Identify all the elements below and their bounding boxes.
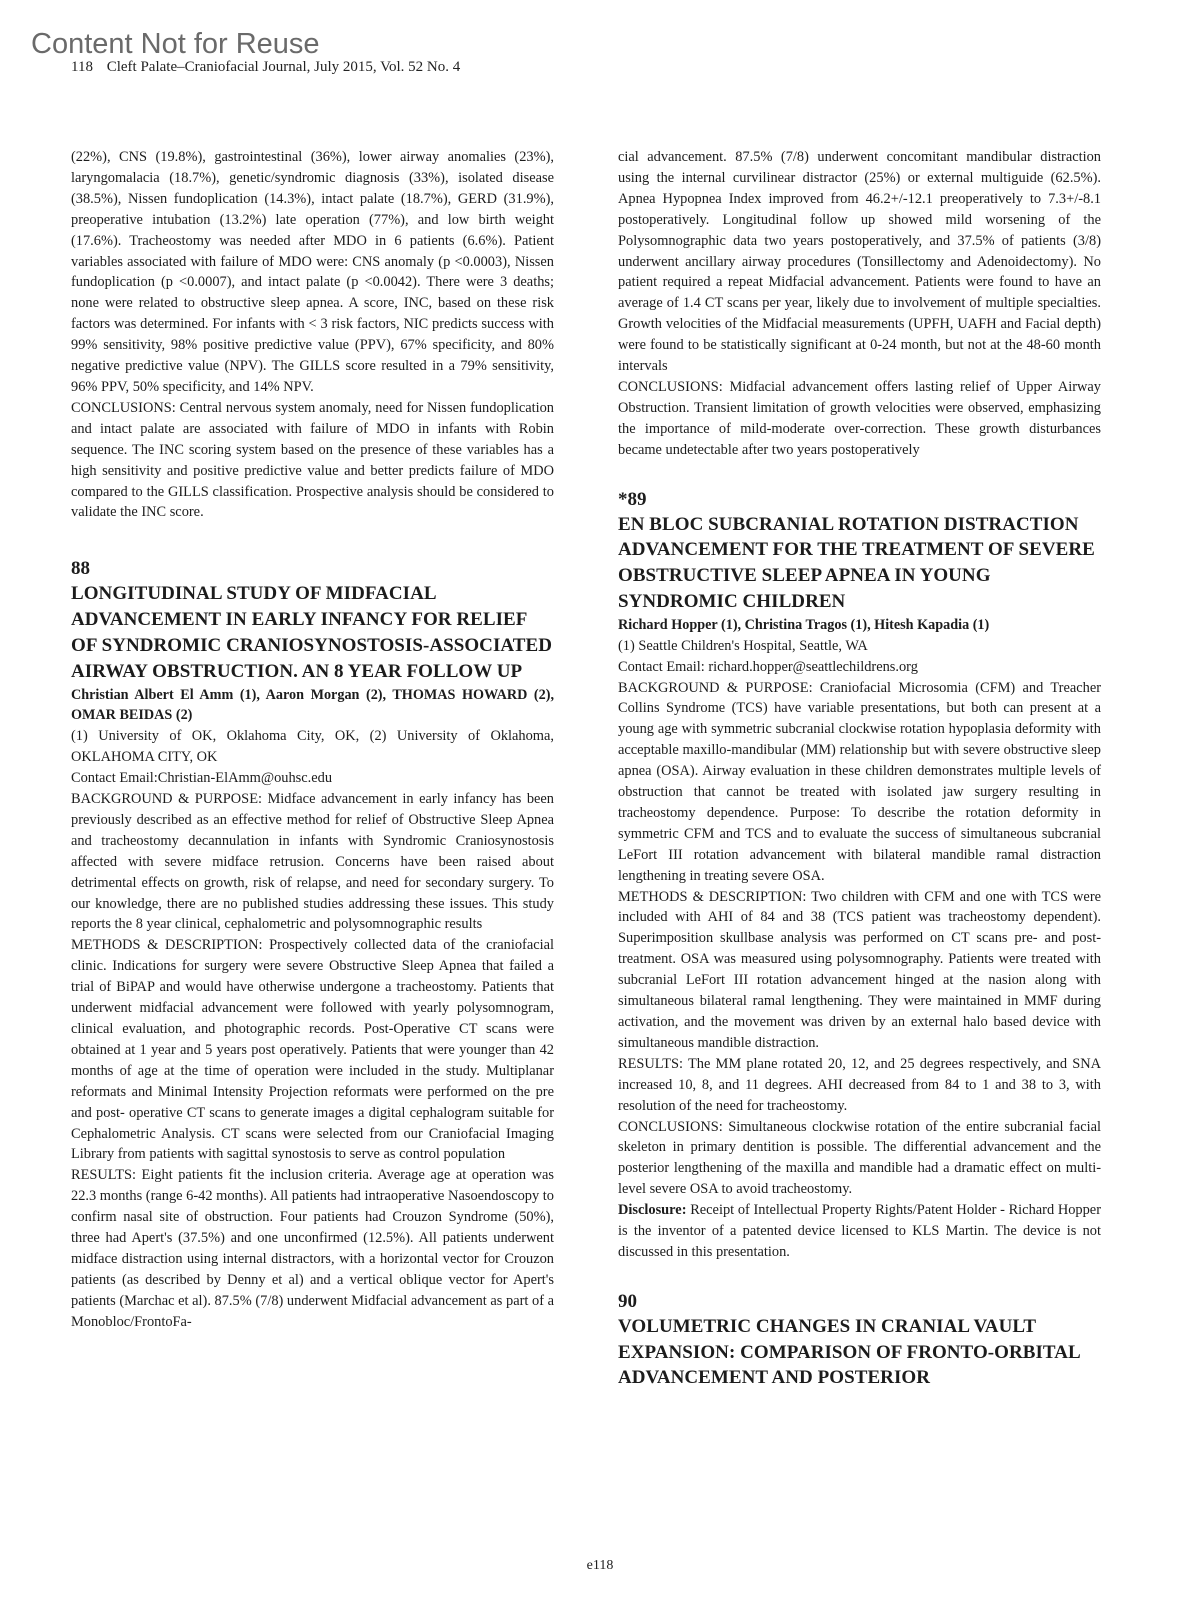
- abstract-authors: Christian Albert El Amm (1), Aaron Morgan (2), THOMAS HOWARD (2), OMAR BEIDAS (2): [71, 686, 554, 724]
- abstract-title: EN BLOC SUBCRANIAL ROTATION DISTRACTION ADVANCEMENT FOR THE TREATMENT OF SEVERE OBSTRUCTIVE SLEEP APNEA IN YOUNG SYNDROMIC CHILDREN: [618, 513, 1095, 612]
- abstract-authors: Richard Hopper (1), Christina Tragos (1), Hitesh Kapadia (1): [618, 616, 990, 633]
- abstract-methods: METHODS & DESCRIPTION: Prospectively collected data of the craniofacial clinic. Indications for surgery were severe Obstructive Sleep Apnea that failed a trial of BiPAP and would have otherwise undergone a tracheostomy. Patients that underwent midfacial advancement were followed with yearly polysomnogram, clinical evaluation, and photographic records. Post-Operative CT scans were obtained at 1 year and 5 years post operatively. Patients that were younger than 42 months of age at the time of operation were included in the study. Multiplanar reformats and Minimal Intensity Projection reformats were performed on the pre and post- operative CT scans to generate images a digital cephalogram suitable for Cephalometric Analysis. CT scans were selected from our Craniofacial Imaging Library from patients with sagittal synostosis to serve as control population: [71, 937, 554, 1163]
- watermark: Content Not for Reuse: [31, 28, 320, 60]
- abstract-contact: Contact Email:Christian-ElAmm@ouhsc.edu: [71, 770, 333, 787]
- page-folio: e118: [586, 1558, 614, 1573]
- abstract-background: BACKGROUND & PURPOSE: Craniofacial Microsomia (CFM) and Treacher Collins Syndrome (TCS) have variable presentations, but both can present at a young age with symmetric subcranial clockwise rotation hypoplasia deformity with acceptable maxillo-mandibular (MM) relationship but with severe obstructive sleep apnea (OSA). Airway evaluation in these children demonstrates multiple levels of obstruction that cannot be treated with isolated jaw surgery resulting in tracheostomy dependence. Purpose: To describe the rotation deformity in symmetric CFM and TCS and to evaluate the success of simultaneous subcranial LeFort III rotation advancement with bilateral mandible ramal distraction lengthening in treating severe OSA.: [618, 679, 1101, 884]
- abstract-results: RESULTS: Eight patients fit the inclusion criteria. Average age at operation was 22.3 months (range 6-42 months). All patients had intraoperative Nasoendoscopy to confirm nasal site of obstruction. Four patients had Crouzon Syndrome (50%), three had Apert's (37.5%) and one unconfirmed (12.5%). All patients underwent midface distraction using internal distractors, with a horizontal vector for Crouzon patients (as described by Denny et al) and a vertical oblique vector for Apert's patients (Marchac et al). 87.5% (7/8) underwent Midfacial advancement as part of a Monobloc/FrontoFa-: [71, 1167, 554, 1330]
- running-head-journal: Cleft Palate–Craniofacial Journal, July 2015, Vol. 52 No. 4: [106, 59, 461, 75]
- abstract-title: LONGITUDINAL STUDY OF MIDFACIAL ADVANCEMENT IN EARLY INFANCY FOR RELIEF OF SYNDROMIC CRANIOSYNOSTOSIS-ASSOCIATED AIRWAY OBSTRUCTION. AN 8 YEAR FOLLOW UP: [71, 583, 552, 682]
- right-column: [618, 147, 1101, 1391]
- abstract-affiliations: (1) Seattle Children's Hospital, Seattle, WA: [618, 637, 868, 654]
- abstract-contact: Contact Email: richard.hopper@seattlechildrens.org: [618, 658, 918, 675]
- continued-abstract-88-conclusions: CONCLUSIONS: Midfacial advancement offers lasting relief of Upper Airway Obstruction. Transient limitation of growth velocities were observed, emphasizing the importance of mild-moderate over-correction. These growth disturbances became undetectable after two years postoperatively: [618, 378, 1101, 458]
- abstract-conclusions: CONCLUSIONS: Simultaneous clockwise rotation of the entire subcranial facial skeleton in primary dentition is possible. The differential advancement and the posterior lengthening of the maxilla and mandible had a dramatic effect on multi-level severe OSA to avoid tracheostomy.: [618, 1118, 1101, 1198]
- abstract-89: [618, 488, 1101, 1263]
- disclosure-label: Disclosure:: [618, 1202, 687, 1219]
- continued-abstract-conclusions: CONCLUSIONS: Central nervous system anomaly, need for Nissen fundoplication and intact palate are associated with failure of MDO in infants with Robin sequence. The INC scoring system based on the presence of these variables has a high sensitivity and positive predictive value and better predicts failure of MDO compared to the GILLS classification. Prospective analysis should be considered to validate the INC score.: [71, 399, 554, 521]
- continued-abstract-88-text: cial advancement. 87.5% (7/8) underwent concomitant mandibular distraction using the internal curvilinear distractor (25%) or external multiguide (62.5%). Apnea Hypopnea Index improved from 46.2+/-12.1 preoperatively to 7.3+/-8.1 postoperatively. Longitudinal follow up showed mild worsening of the Polysomnographic data two years postoperatively, and 37.5% of patients (3/8) underwent ancillary airway procedures (Tonsillectomy and Adenoidectomy). No patient required a repeat Midfacial advancement. Patients were found to have an average of 1.4 CT scans per year, likely due to involvement of multiple specialties. Growth velocities of the Midfacial measurements (UPFH, UAFH and Facial depth) were found to be statistically significant at 0-24 month, but not at the 48-60 month intervals: [618, 149, 1101, 375]
- abstract-number: 88: [71, 558, 90, 580]
- abstract-affiliations: (1) University of OK, Oklahoma City, OK, (2) University of Oklahoma, OKLAHOMA CITY, OK: [71, 728, 554, 766]
- disclosure-text: Receipt of Intellectual Property Rights/Patent Holder - Richard Hopper is the inventor of a patented device licensed to KLS Martin. The device is not discussed in this presentation.: [618, 1202, 1101, 1260]
- running-head: [71, 59, 460, 76]
- abstract-disclosure: [618, 1200, 1101, 1263]
- abstract-90: [618, 1290, 1101, 1391]
- abstract-number: 90: [618, 1290, 637, 1312]
- continued-abstract-text: (22%), CNS (19.8%), gastrointestinal (36%), lower airway anomalies (23%), laryngomalacia (18.7%), genetic/syndromic diagnosis (33%), isolated disease (38.5%), Nissen fundoplication (14.3%), intact palate (18.7%), GERD (31.9%), preoperative intubation (13.2%) late operation (77%), and low birth weight (17.6%). Tracheostomy was needed after MDO in 6 patients (6.6%). Patient variables associated with failure of MDO were: CNS anomaly (p <0.0003), Nissen fundoplication (p <0.0007), and intact palate (p <0.0042). There were 3 deaths; none were related to obstructive sleep apnea. A score, INC, based on these risk factors was determined. For infants with < 3 risk factors, NIC predicts success with 99% sensitivity, 98% positive predictive value (PPV), 67% specificity, and 80% negative predictive value (NPV). The GILLS score resulted in a 79% sensitivity, 96% PPV, 50% specificity, and 14% NPV.: [71, 149, 554, 395]
- abstract-results: RESULTS: The MM plane rotated 20, 12, and 25 degrees respectively, and SNA increased 10, 8, and 11 degrees. AHI decreased from 84 to 1 and 38 to 3, with resolution of the need for tracheostomy.: [618, 1055, 1101, 1114]
- abstract-88: [71, 557, 554, 1332]
- running-head-page-number: 118: [71, 59, 93, 75]
- abstract-title: VOLUMETRIC CHANGES IN CRANIAL VAULT EXPANSION: COMPARISON OF FRONTO-ORBITAL ADVANCEMENT AND POSTERIOR: [618, 1315, 1080, 1389]
- abstract-background: BACKGROUND & PURPOSE: Midface advancement in early infancy has been previously described as an effective method for relief of Obstructive Sleep Apnea and tracheostomy decannulation in infants with Syndromic Craniosynostosis affected with severe midface retrusion. Concerns have been raised about detrimental effects on growth, risk of relapse, and need for secondary surgery. To our knowledge, there are no published studies addressing these issues. This study reports the 8 year clinical, cephalometric and polysomnographic results: [71, 791, 554, 933]
- left-column: [71, 147, 554, 1333]
- abstract-methods: METHODS & DESCRIPTION: Two children with CFM and one with TCS were included with AHI of 84 and 38 (TCS patient was tracheostomy dependent). Superimposition skullbase analysis was performed on CT scans pre- and post-treatment. OSA was measured using polysomnography. Patients were treated with subcranial LeFort III rotation advancement hinged at the nasion along with simultaneous bilateral ramal lengthening. They were maintained in MMF during activation, and the movement was driven by an external halo based device with simultaneous mandible distraction.: [618, 888, 1101, 1051]
- abstract-number: *89: [618, 488, 647, 510]
